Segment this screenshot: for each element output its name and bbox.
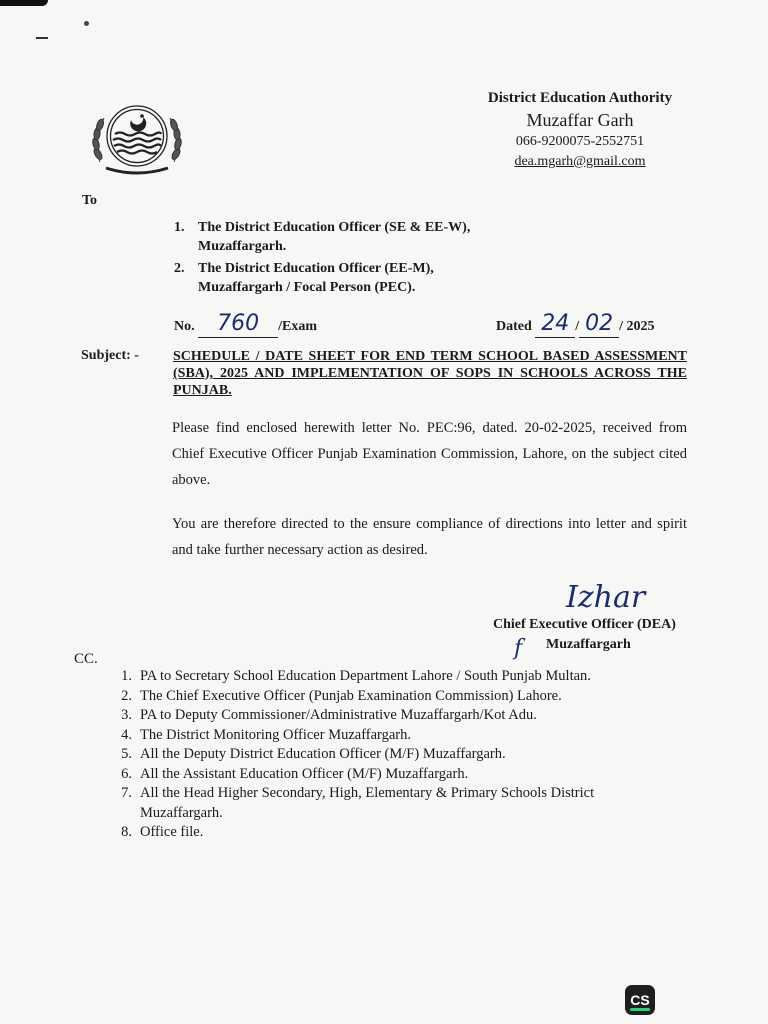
list-item-text: Office file. <box>140 824 204 840</box>
dated-label: Dated <box>496 319 532 334</box>
authority-city: Muzaffar Garh <box>526 110 634 130</box>
date-year: / 2025 <box>619 319 655 334</box>
no-suffix: /Exam <box>278 319 318 334</box>
list-item-number: 4. <box>121 726 132 743</box>
letterhead <box>455 88 705 172</box>
list-item <box>112 726 652 746</box>
to-label: To <box>82 193 98 208</box>
list-item-text: All the Assistant Education Officer (M/F) Muzaffargarh. <box>140 765 469 782</box>
list-item-number: 1. <box>121 668 132 684</box>
addressee-line: Muzaffargarh. <box>198 239 287 254</box>
addressee-line: Muzaffargarh / Focal Person (PEC). <box>198 280 416 295</box>
list-item <box>112 765 652 785</box>
list-item-number: 2. <box>121 687 132 704</box>
handwritten-initial: f <box>514 636 523 661</box>
handwritten-day: 24 <box>541 311 570 336</box>
authority-email: dea.mgarh@gmail.com <box>514 154 646 169</box>
addressee-number: 1. <box>174 220 185 235</box>
addressee-line: The District Education Officer (EE-M), <box>198 261 434 276</box>
body-paragraph-2: You are therefore directed to the ensure compliance of directions into letter and spirit and take further necessary action as desired. <box>172 516 687 558</box>
scan-dot <box>84 21 89 26</box>
reference-date <box>496 311 655 338</box>
addressee-line: The District Education Officer (SE & EE-W), <box>198 220 471 235</box>
reference-number <box>174 311 318 338</box>
list-item-text: PA to Deputy Commissioner/Administrative Muzaffargarh/Kot Adu. <box>140 707 537 723</box>
signatory-title: Chief Executive Officer (DEA) <box>493 617 676 632</box>
list-item-number: 6. <box>121 765 132 782</box>
addressee-number: 2. <box>174 261 185 276</box>
date-separator: / <box>575 319 580 334</box>
list-item-number: 8. <box>121 824 132 840</box>
camscanner-badge-icon: CS <box>625 985 655 1015</box>
handwritten-signature: Izhar <box>566 580 646 615</box>
subject-text: SCHEDULE / DATE SHEET FOR END TERM SCHOOL BASED ASSESSMENT (SBA), 2025 AND IMPLEMENTATION OF SOPS IN SCHOOLS ACROSS THE PUNJAB. <box>173 349 687 398</box>
signatory-place: Muzaffargarh <box>546 637 631 652</box>
handwritten-month: 02 <box>585 311 614 336</box>
scan-edge-mark <box>0 0 48 6</box>
list-item-text: All the Deputy District Education Officer (M/F) Muzaffargarh. <box>140 746 506 762</box>
punjab-emblem-icon <box>78 92 196 180</box>
subject-label: Subject: - <box>81 348 139 363</box>
list-item-text: PA to Secretary School Education Department Lahore / South Punjab Multan. <box>140 668 591 684</box>
body-paragraph-1: Please find enclosed herewith letter No. PEC:96, dated. 20-02-2025, received from Chief Executive Officer Punjab Examination Commission, Lahore, on the subject cited above. <box>172 420 687 488</box>
list-item <box>112 706 652 726</box>
list-item <box>112 823 652 843</box>
list-item-text: All the Head Higher Secondary, High, Elementary & Primary Schools District Muzaffargarh. <box>140 785 595 821</box>
authority-phone: 066-9200075-2552751 <box>515 134 645 149</box>
scan-dash <box>36 37 48 39</box>
list-item-number: 3. <box>121 707 132 723</box>
no-label: No. <box>174 319 195 334</box>
list-item <box>112 667 652 687</box>
list-item-text: The Chief Executive Officer (Punjab Examination Commission) Lahore. <box>140 687 562 704</box>
list-item-number: 5. <box>121 746 132 762</box>
list-item <box>112 687 652 707</box>
list-item-text: The District Monitoring Officer Muzaffargarh. <box>140 726 411 743</box>
addressee-1 <box>174 218 470 256</box>
list-item <box>112 784 652 823</box>
cc-label: CC. <box>74 651 98 667</box>
handwritten-number: 760 <box>217 311 260 336</box>
list-item-number: 7. <box>121 785 132 801</box>
authority-name: District Education Authority <box>487 90 673 106</box>
addressee-2 <box>174 259 434 297</box>
list-item <box>112 745 652 765</box>
cc-list <box>112 667 652 843</box>
